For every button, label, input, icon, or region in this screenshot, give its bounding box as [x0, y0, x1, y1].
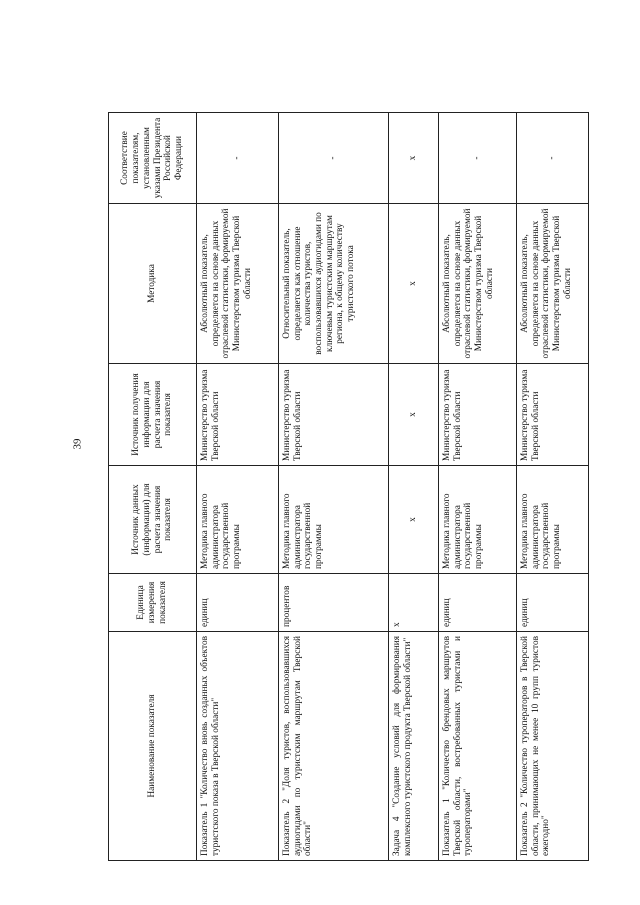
data-source-cell: Методика главного администратора государственной программы [197, 466, 279, 574]
indicator-name: Показатель 1 "Количество вновь созданных объектов туристского показа в Тверской области" [197, 632, 279, 861]
compliance-cell: - [279, 113, 389, 204]
compliance-cell: - [439, 113, 517, 204]
header-cell: Источник получения информации для расчета значения показателя [109, 364, 197, 466]
data-source-cell: Методика главного администратора государственной программы [439, 466, 517, 574]
methodology-cell: Абсолютный показатель, определяется на основе данных отраслевой статистики, формируемой Министерством туризма Тверской области [197, 204, 279, 364]
info-source-cell: x [389, 364, 439, 466]
methodology-cell: Абсолютный показатель, определяется на основе данных отраслевой статистики, формируемой Министерством туризма Тверской области [439, 204, 517, 364]
table-row [389, 113, 439, 861]
table-row [517, 113, 589, 861]
indicator-name: Показатель 2 "Доля туристов, воспользовавшихся аудиогидами по туристским маршрутам Тверской области" [279, 632, 389, 861]
info-source-cell: Министерство туризма Тверской области [197, 364, 279, 466]
unit-cell: единиц [197, 574, 279, 632]
header-cell: Соответствие показателям, установленным указами Президента Российской Федерации [109, 113, 197, 204]
compliance-cell: - [197, 113, 279, 204]
data-source-cell: Методика главного администратора государственной программы [517, 466, 589, 574]
unit-cell: процентов [279, 574, 389, 632]
compliance-cell: - [517, 113, 589, 204]
table-row [439, 113, 517, 861]
page-number: 39 [71, 438, 84, 450]
unit-cell: единиц [439, 574, 517, 632]
table-row [279, 113, 389, 861]
data-source-cell: x [389, 466, 439, 574]
info-source-cell: Министерство туризма Тверской области [517, 364, 589, 466]
indicators-table [108, 112, 589, 861]
header-cell: Методика [109, 204, 197, 364]
methodology-cell: x [389, 204, 439, 364]
methodology-cell: Абсолютный показатель, определяется на основе данных отраслевой статистики, формируемой Министерством туризма Тверской области [517, 204, 589, 364]
indicator-name: Показатель 2 "Количество туроператоров в Тверской области, принимающих не менее 10 групп туристов ежегодно" [517, 632, 589, 861]
rotated-table-container [108, 113, 588, 861]
task-name: Задача 4 "Создание условий для формирования комплексного туристского продукта Тверской области" [389, 632, 439, 861]
info-source-cell: Министерство туризма Тверской области [439, 364, 517, 466]
methodology-cell: Относительный показатель, определяется как отношение количества туристов, воспользовавшихся аудиогидами по ключевым туристским маршрутам региона, к общему количеству туристского потока [279, 204, 389, 364]
data-source-cell: Методика главного администратора государственной программы [279, 466, 389, 574]
header-cell: Единица измерения показателя [109, 574, 197, 632]
header-row [109, 113, 197, 861]
header-cell: Источник данных (информации) для расчета значения показателя [109, 466, 197, 574]
table-row [197, 113, 279, 861]
unit-cell: x [389, 574, 439, 632]
unit-cell: единиц [517, 574, 589, 632]
indicator-name: Показатель 1 "Количество брендовых маршрутов Тверской области, востребованных туристами и туроператорами" [439, 632, 517, 861]
compliance-cell: x [389, 113, 439, 204]
info-source-cell: Министерство туризма Тверской области [279, 364, 389, 466]
header-cell: Наименование показателя [109, 632, 197, 861]
